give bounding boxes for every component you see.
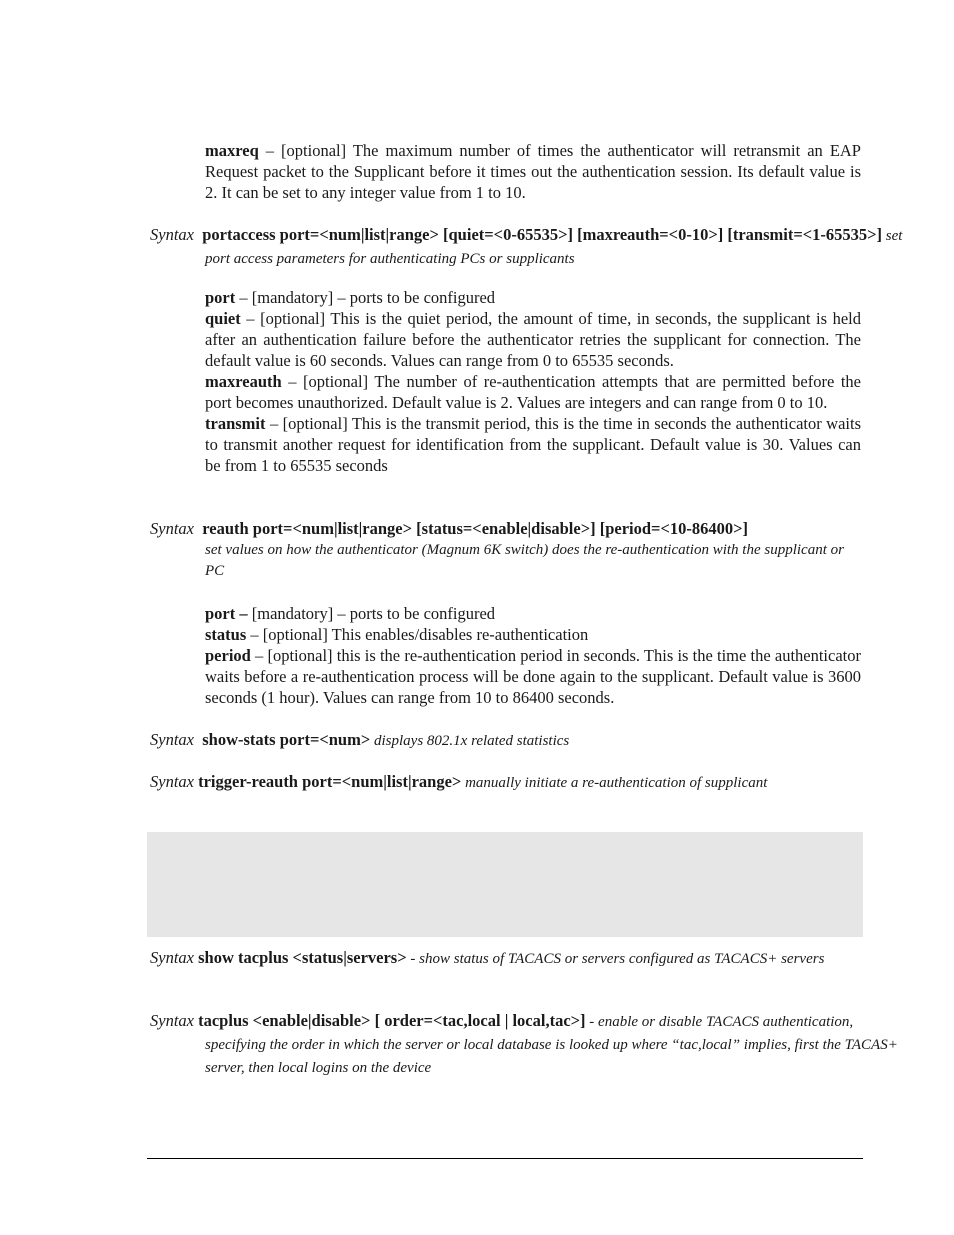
param-text: – [optional] This is the transmit period, this is the time in seconds the authenticator waits to transmit another request for identification from the supplicant. Default value is 30. Values can be from 1 to 65535 seconds — [205, 414, 861, 475]
param-text: – [mandatory] – ports to be configured — [235, 288, 496, 307]
command-trigger-reauth: trigger-reauth port=<num|list|range> — [198, 772, 462, 791]
syntax-label: Syntax — [150, 730, 194, 749]
reauth-params — [205, 603, 861, 708]
param-port — [205, 287, 861, 308]
syntax-label: Syntax — [150, 772, 194, 791]
param-term: port — [205, 288, 236, 307]
param-text: – [optional] The number of re-authentication attempts that are permitted before the port becomes unauthorized. Default value is 2. Values are integers and can range from 0 to 10. — [205, 372, 861, 412]
command-show-stats: show-stats port=<num> — [202, 730, 371, 749]
param-term: port – — [205, 604, 248, 623]
param-term: maxreq — [205, 141, 259, 160]
syntax-portaccess — [150, 224, 917, 270]
param-text: – [optional] This enables/disables re-authentication — [246, 625, 589, 644]
command-description: - enable or disable TACACS authentication, specifying the order in which the server or local database is looked up where “tac,local” implies, first the TACAS+ server, then local logins on the device — [205, 1014, 898, 1076]
param-text: – [optional] This is the quiet period, the amount of time, in seconds, the supplicant is held after an authentication failure before the authenticator retries the supplicant for connection. The default value is 60 seconds. Values can range from 0 to 65535 seconds. — [205, 309, 861, 370]
param-maxreauth — [205, 371, 861, 413]
param-port — [205, 603, 861, 624]
command-show-tacplus: show tacplus <status|servers> — [198, 948, 407, 967]
param-transmit — [205, 413, 861, 476]
command-description: - show status of TACACS or servers configured as TACACS+ servers — [406, 951, 825, 967]
portaccess-params — [205, 287, 861, 476]
param-text: [mandatory] – ports to be configured — [247, 604, 496, 623]
syntax-label: Syntax — [150, 225, 194, 244]
syntax-trigger-reauth — [150, 771, 862, 794]
param-status — [205, 624, 861, 645]
syntax-tacplus — [150, 1010, 917, 1079]
reauth-description: set values on how the authenticator (Magnum 6K switch) does the re-authentication with the supplicant or PC — [205, 542, 844, 579]
param-term: quiet — [205, 309, 241, 328]
syntax-label: Syntax — [150, 1011, 194, 1030]
maxreq-description — [205, 140, 861, 203]
param-term: maxreauth — [205, 372, 282, 391]
command-tacplus: tacplus <enable|disable> [ order=<tac,local | local,tac>] — [198, 1011, 586, 1030]
footer-rule — [147, 1158, 863, 1159]
syntax-show-stats — [150, 729, 862, 752]
param-term: transmit — [205, 414, 266, 433]
param-term: status — [205, 625, 247, 644]
param-text: – [optional] The maximum number of times the authenticator will retransmit an EAP Request packet to the Supplicant before it times out the authentication session. Its default value is 2. It can be set to any integer value from 1 to 10. — [205, 141, 861, 202]
command-description: displays 802.1x related statistics — [370, 733, 570, 749]
param-quiet — [205, 308, 861, 371]
syntax-label: Syntax — [150, 948, 194, 967]
command-portaccess: portaccess port=<num|list|range> [quiet=<0-65535>] [maxreauth=<0-10>] [transmit=<1-65535>] — [202, 225, 883, 244]
param-period — [205, 645, 861, 708]
syntax-label: Syntax — [150, 519, 194, 538]
syntax-reauth — [150, 518, 917, 539]
shaded-section-box — [147, 832, 863, 937]
param-text: – [optional] this is the re-authentication period in seconds. This is the time the authenticator waits before a re-authentication process will be done again to the supplicant. Default value is 3600 seconds (1 hour). Values can range from 10 to 86400 seconds. — [205, 646, 861, 707]
command-reauth: reauth port=<num|list|range> [status=<enable|disable>] [period=<10-86400>] — [202, 519, 748, 538]
param-term: period — [205, 646, 251, 665]
command-description: set port access parameters for authenticating PCs or supplicants — [205, 228, 903, 267]
command-description: manually initiate a re-authentication of supplicant — [461, 775, 768, 791]
syntax-show-tacplus — [150, 947, 917, 970]
